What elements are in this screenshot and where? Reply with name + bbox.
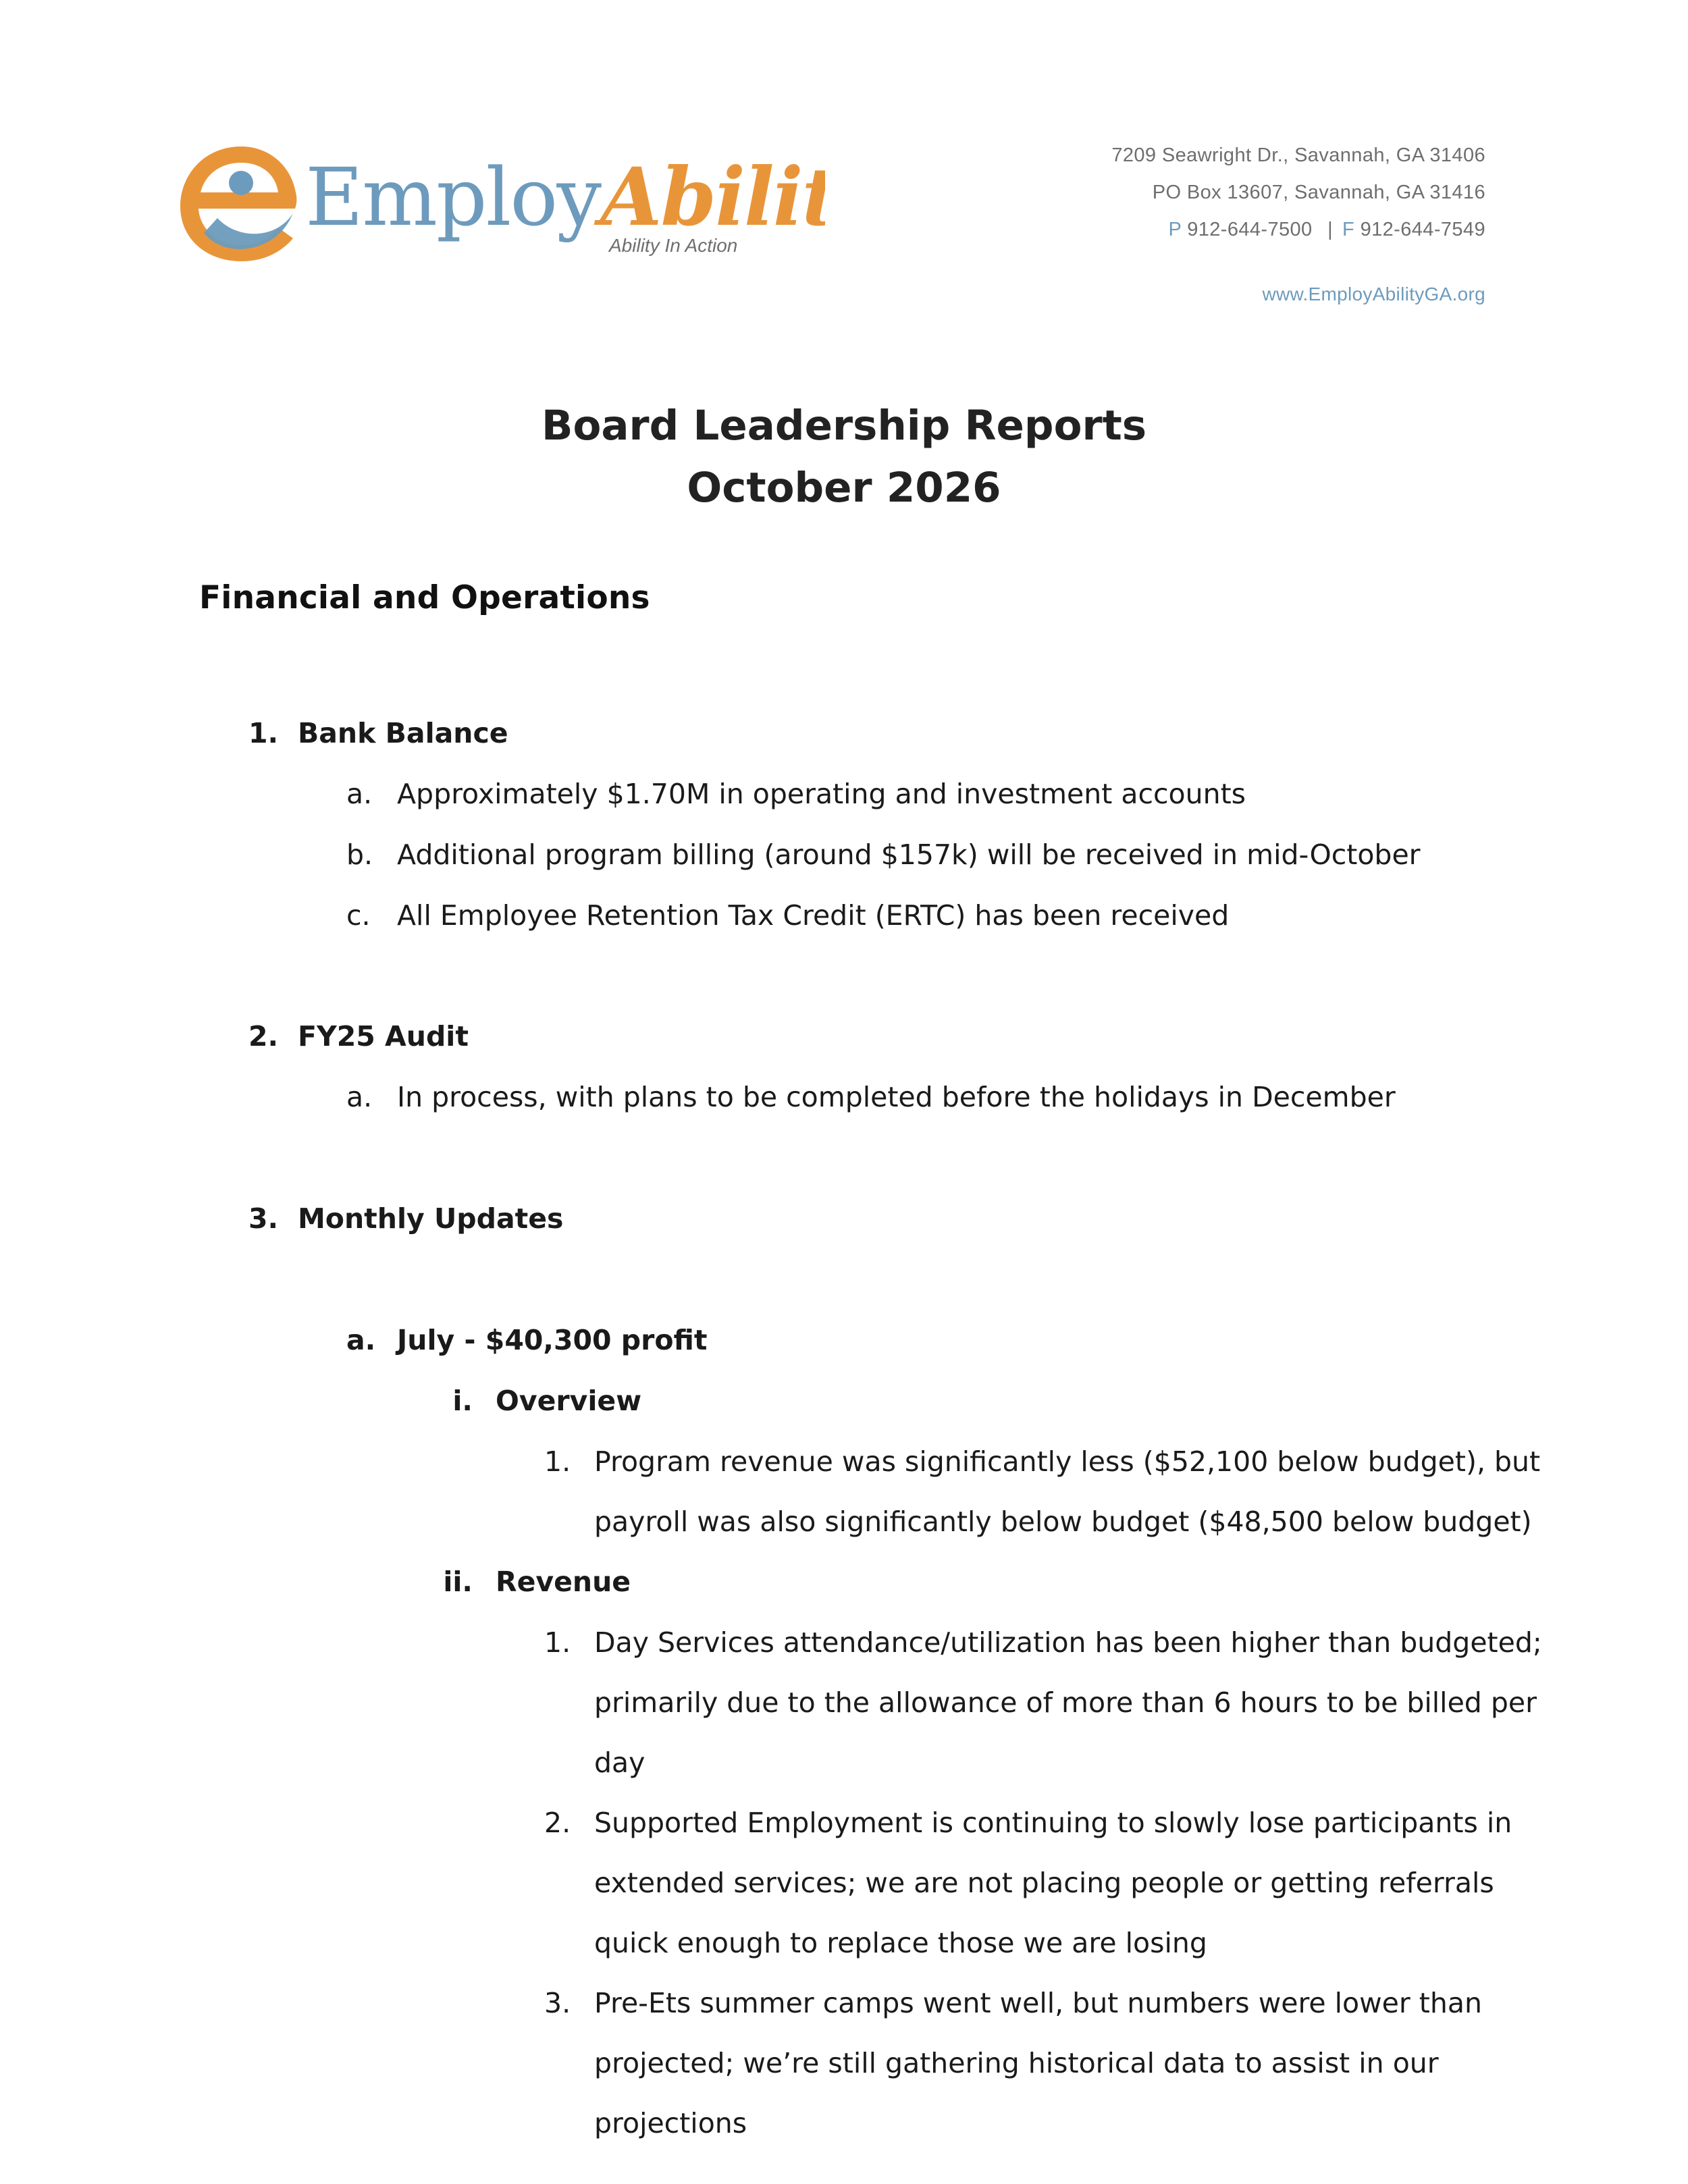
document-title-block [0,395,1688,519]
contact-separator: | [1327,219,1333,240]
logo-tagline: Ability In Action [609,235,738,256]
address-line-pobox: PO Box 13607, Savannah, GA 31416 [1152,182,1485,203]
point-text-line: quick enough to replace those we are losing [594,1927,1207,1959]
point-text-line: Supported Employment is continuing to slowly lose participants in [594,1807,1512,1839]
point-text-line: day [594,1747,645,1779]
list-item-marker: 3. [248,1202,279,1235]
section-label: Revenue [496,1566,631,1598]
fax-label: F [1342,219,1355,240]
sub-item-heading: July - $40,300 profit [397,1324,708,1356]
point-text-line: payroll was also significantly below budget ($48,500 below budget) [594,1506,1532,1538]
point-text-line: Pre-Ets summer camps went well, but numbers were lower than [594,1987,1482,2019]
list-item-marker: 1. [248,717,279,749]
roman-marker: ii. [443,1566,473,1598]
point-text-line: extended services; we are not placing people or getting referrals [594,1867,1494,1899]
section-heading: Financial and Operations [199,579,650,616]
list-item-marker: 2. [248,1020,279,1053]
point-marker: 1. [544,1626,571,1659]
point-marker: 2. [544,1807,571,1839]
fax-number: 912-644-7549 [1360,219,1485,240]
point-text-line: projected; we’re still gathering historical data to assist in our [594,2047,1439,2079]
document-subtitle: October 2026 [687,464,1001,512]
sub-item-text: Additional program billing (around $157k) will be received in mid-October [397,838,1421,871]
point-text-line: primarily due to the allowance of more than 6 hours to be billed per [594,1686,1537,1719]
section-label: Overview [496,1385,642,1417]
logo-mark-icon [180,147,296,261]
website-link[interactable]: www.EmployAbilityGA.org [1262,284,1485,304]
point-marker: 3. [544,1987,571,2019]
employability-logo [177,138,825,267]
sub-item-text: All Employee Retention Tax Credit (ERTC) has been received [397,899,1230,932]
sub-item-marker: a. [346,1081,373,1113]
sub-item-marker: a. [346,778,373,810]
list-item-heading: Bank Balance [298,717,508,749]
sub-item-text: Approximately $1.70M in operating and investment accounts [397,778,1246,810]
roman-marker: i. [452,1385,473,1417]
point-text-line: Program revenue was significantly less ($52,100 below budget), but [594,1445,1541,1478]
document-title: Board Leadership Reports [541,402,1147,450]
contact-line [1111,211,1485,248]
sub-item-marker: c. [346,899,371,932]
point-text-line: Day Services attendance/utilization has been higher than budgeted; [594,1626,1542,1659]
sub-item-marker: b. [346,838,373,871]
phone-label: P [1168,219,1182,240]
logo-wordmark-employ: EmployAbili [305,150,802,244]
sub-item-text: In process, with plans to be completed before the holidays in December [397,1081,1396,1113]
sub-item-marker: a. [346,1324,376,1356]
point-marker: 1. [544,1445,571,1478]
phone-number: 912-644-7500 [1187,219,1313,240]
list-item-heading: FY25 Audit [298,1020,469,1053]
address-line-street: 7209 Seawright Dr., Savannah, GA 31406 [1111,144,1485,166]
letterhead-address [1111,137,1485,248]
point-text-line: projections [594,2107,747,2139]
list-item-heading: Monthly Updates [298,1202,564,1235]
